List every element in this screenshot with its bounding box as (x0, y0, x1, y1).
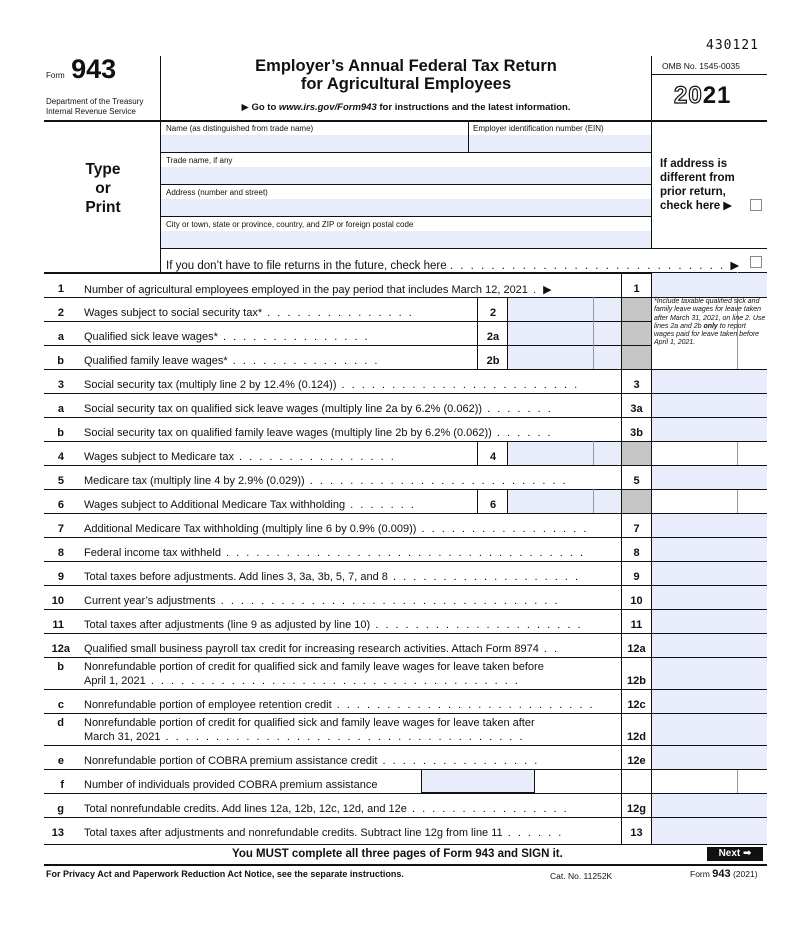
no-future-returns-checkbox[interactable] (750, 256, 762, 268)
line-number: d (57, 717, 64, 729)
address-change-checkbox[interactable] (750, 199, 762, 211)
line-1-input[interactable] (652, 273, 767, 297)
type-or-print: Type or Print (85, 161, 121, 216)
line-number: b (57, 427, 64, 439)
line-12d-label: Nonrefundable portion of credit for qualified sick and family leave wages for leave taken after (84, 717, 535, 729)
line-10-input[interactable] (652, 586, 767, 609)
irs-link[interactable]: www.irs.gov/Form943 (278, 102, 377, 113)
form-label (46, 54, 116, 85)
line-8-label: Federal income tax withheld . . . . . . . . . . . . . . . . . . . . . . . . . . . . . . . . . . . . (84, 547, 586, 559)
line-7-label: Additional Medicare Tax withholding (multiply line 6 by 0.9% (0.009)) . . . . . . . . . . . . . . . . . (84, 523, 589, 535)
line-number: 2 (57, 307, 64, 319)
shaded-cell (622, 442, 651, 465)
city-input[interactable] (161, 231, 651, 248)
line-12c-input[interactable] (652, 690, 767, 713)
line-box: 2 (489, 307, 497, 319)
line-number: 9 (57, 571, 64, 583)
ein-input[interactable] (469, 135, 651, 152)
line-2-input[interactable] (508, 298, 621, 321)
line-box: 1 (633, 283, 640, 295)
line-box: 4 (489, 451, 497, 463)
line-12b-input[interactable] (652, 658, 767, 689)
line-2b-input[interactable] (508, 346, 621, 369)
line-number: 1 (57, 283, 64, 295)
goto-instructions: ▶ Go to www.irs.gov/Form943 for instructions and the latest information. (241, 102, 571, 113)
tax-year: 2021 (674, 82, 732, 109)
no-future-returns-label: If you don’t have to file returns in the future, check here . . . . . . . . . . . . . . . . . . . . . . . . . . . ▶ (166, 260, 741, 272)
line-6-input[interactable] (508, 490, 621, 513)
line-number: b (57, 355, 64, 367)
line-box: 12g (627, 803, 646, 815)
title-line1: Employer’s Annual Federal Tax Return (255, 57, 557, 75)
line-number: 3 (57, 379, 64, 391)
form-number: 943 (71, 54, 117, 84)
line-13-label: Total taxes after adjustments and nonrefundable credits. Subtract line 12g from line 11 . . . . . . (84, 827, 564, 839)
line-3a-input[interactable] (652, 394, 767, 417)
line-12f-label: Number of individuals provided COBRA premium assistance (84, 779, 378, 791)
title-line2: for Agricultural Employees (300, 75, 512, 93)
line-box: 2a (486, 331, 500, 343)
line-12d-input[interactable] (652, 714, 767, 745)
line-number: 11 (52, 619, 64, 631)
line-box: 3b (630, 427, 643, 439)
next-button[interactable]: Next ➡ (707, 847, 763, 861)
line-box: 11 (630, 619, 643, 631)
name-input[interactable] (161, 135, 468, 152)
form-word: Form (46, 71, 65, 80)
privacy-notice: For Privacy Act and Paperwork Reduction Act Notice, see the separate instructions. (46, 869, 404, 879)
line-5-input[interactable] (652, 466, 767, 489)
line-2b-label: Qualified family leave wages* . . . . . . . . . . . . . . . (84, 355, 380, 367)
trade-name-input[interactable] (161, 167, 651, 184)
line-12g-input[interactable] (652, 794, 767, 817)
line-number: f (60, 779, 64, 791)
name-label: Name (as distinguished from trade name) (166, 124, 314, 133)
line-12a-label: Qualified small business payroll tax credit for increasing research activities. Attach Form 8974 . . (84, 643, 560, 655)
line-number: a (57, 331, 64, 343)
line-box: 12c (627, 699, 646, 711)
line-12g-label: Total nonrefundable credits. Add lines 12a, 12b, 12c, 12d, and 12e . . . . . . . . . . . . . . . . (84, 803, 569, 815)
city-label: City or town, state or province, country, and ZIP or foreign postal code (166, 220, 414, 229)
line-12b-label: Nonrefundable portion of credit for qualified sick and family leave wages for leave taken before (84, 661, 544, 673)
line-box: 2b (486, 355, 500, 367)
shaded-cell (622, 490, 651, 513)
shaded-cell (622, 297, 651, 369)
line-12a-input[interactable] (652, 634, 767, 657)
line-3b-input[interactable] (652, 418, 767, 441)
address-change-text: If address is different from prior return, check here ▶ (660, 158, 735, 212)
line-5-label: Medicare tax (multiply line 4 by 2.9% (0.029)) . . . . . . . . . . . . . . . . . . . . . . . . . . (84, 475, 568, 487)
line-box: 5 (633, 475, 640, 487)
line-number: 12a (51, 643, 70, 655)
line-box: 10 (630, 595, 643, 607)
line-7-input[interactable] (652, 514, 767, 537)
line-number: e (57, 755, 64, 767)
omb-number: OMB No. 1545-0035 (662, 61, 740, 71)
line-box: 12e (627, 755, 646, 767)
line-2-label: Wages subject to social security tax* . . . . . . . . . . . . . . . (84, 307, 414, 319)
line-number: 8 (57, 547, 64, 559)
line-4-label: Wages subject to Medicare tax . . . . . . . . . . . . . . . . (84, 451, 396, 463)
line-4-input[interactable] (508, 442, 621, 465)
dept-line2: Internal Revenue Service (46, 107, 136, 116)
catalog-number: Cat. No. 11252K (550, 871, 613, 881)
line-number: 4 (57, 451, 64, 463)
address-label: Address (number and street) (166, 188, 268, 197)
line-box: 3 (633, 379, 640, 391)
line-box: 12d (627, 731, 646, 743)
line-number: 6 (57, 499, 64, 511)
line-number: 7 (57, 523, 64, 535)
line-13-input[interactable] (652, 818, 767, 844)
line-12b-label-cont: April 1, 2021 . . . . . . . . . . . . . . . . . . . . . . . . . . . . . . . . . . . . . (84, 675, 520, 687)
barcode-number: 430121 (706, 38, 759, 53)
arrow-right-icon: ➡ (743, 848, 752, 859)
line-number: 13 (51, 827, 64, 839)
line-9-label: Total taxes before adjustments. Add lines 3, 3a, 3b, 5, 7, and 8 . . . . . . . . . . . . . . . . . . . (84, 571, 581, 583)
line-3-label: Social security tax (multiply line 2 by 12.4% (0.124)) . . . . . . . . . . . . . . . . . . . . . . . . (84, 379, 580, 391)
line-number: a (57, 403, 64, 415)
line-12f-input[interactable] (421, 769, 535, 793)
line-box: 8 (633, 547, 640, 559)
line-12c-label: Nonrefundable portion of employee retention credit . . . . . . . . . . . . . . . . . . . . . . . . . . (84, 699, 595, 711)
line-9-input[interactable] (652, 562, 767, 585)
line-3a-label: Social security tax on qualified sick leave wages (multiply line 2a by 6.2% (0.062)) . . . . . . . (84, 403, 553, 415)
line-1-label: Number of agricultural employees employed in the pay period that includes March 12, 2021 . ▶ (84, 284, 554, 296)
line-number: c (57, 699, 64, 711)
line-8-input[interactable] (652, 538, 767, 561)
line-3-input[interactable] (652, 370, 767, 393)
line-number: b (57, 661, 64, 673)
line-box: 7 (633, 523, 640, 535)
line-10-label: Current year’s adjustments . . . . . . . . . . . . . . . . . . . . . . . . . . . . . . . . . . (84, 595, 560, 607)
line-box: 13 (630, 827, 643, 839)
line-box: 3a (630, 403, 643, 415)
address-input[interactable] (161, 199, 651, 216)
line-box: 12b (627, 675, 646, 687)
line-box: 12a (627, 643, 646, 655)
line-11-input[interactable] (652, 610, 767, 633)
trade-name-label: Trade name, if any (166, 156, 233, 165)
must-complete-notice: You MUST complete all three pages of Form 943 and SIGN it. (232, 848, 563, 860)
line-12e-input[interactable] (652, 746, 767, 769)
line-number: 5 (57, 475, 64, 487)
line-12d-label-cont: March 31, 2021 . . . . . . . . . . . . . . . . . . . . . . . . . . . . . . . . . . . . (84, 731, 525, 743)
footer-form-id: Form 943 (2021) (690, 868, 758, 880)
line-number: 10 (51, 595, 64, 607)
dept-line1: Department of the Treasury (46, 97, 144, 106)
line-11-label: Total taxes after adjustments (line 9 as adjusted by line 10) . . . . . . . . . . . . . . . . . . . . . (84, 619, 583, 631)
leave-wages-note: *Include taxable qualified sick and family leave wages for leave taken after March 31, 2021, on line 2. Use lines 2a and 2b only to report wages paid for leave taken before April 1, 2021. (654, 298, 766, 347)
line-number: g (57, 803, 64, 815)
line-box: 9 (633, 571, 640, 583)
ein-label: Employer identification number (EIN) (473, 124, 604, 133)
form-title (161, 57, 651, 93)
line-2a-label: Qualified sick leave wages* . . . . . . . . . . . . . . . (84, 331, 370, 343)
line-2a-input[interactable] (508, 322, 621, 345)
line-3b-label: Social security tax on qualified family leave wages (multiply line 2b by 6.2% (0.062)) . . . . . . (84, 427, 553, 439)
line-box: 6 (489, 499, 497, 511)
line-12e-label: Nonrefundable portion of COBRA premium assistance credit . . . . . . . . . . . . . . . . (84, 755, 540, 767)
line-6-label: Wages subject to Additional Medicare Tax withholding . . . . . . . (84, 499, 416, 511)
